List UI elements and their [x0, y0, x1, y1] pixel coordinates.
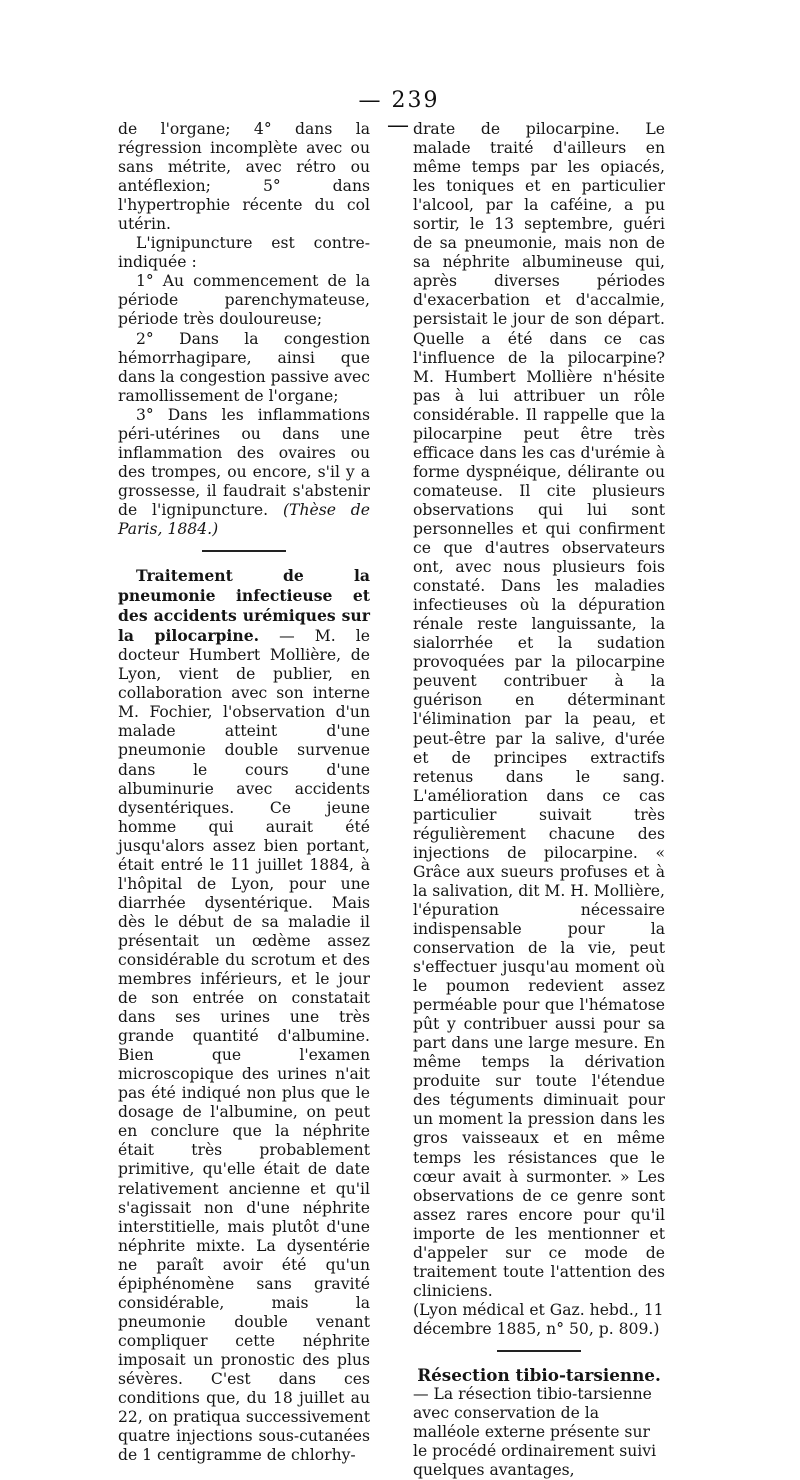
article-source: (Lyon médical et Gaz. hebd., 11 décembre 1885, n° 50, p. 809.): [413, 1300, 664, 1338]
left-column: [118, 120, 370, 1465]
section-body: — La résection tibio-tarsienne avec conservation de la malléole externe présente sur le procédé ordinairement suivi quelques avantages,: [413, 1385, 657, 1480]
article-paragraph: [118, 566, 370, 1465]
right-column: [413, 120, 665, 1480]
contraindication-intro: L'ignipuncture est contre-indiquée :: [118, 234, 370, 272]
article-heading: Traitement de la pneumonie infectieuse et des accidents urémiques sur la pilocarpine.: [118, 566, 370, 646]
list-item-text: 3° Dans les inflammations péri-utérines ou dans une inflammation des ovaires ou des trompes, ou encore, s'il y a grossesse, il faudrait s'abstenir de l'ignipuncture.: [118, 405, 370, 519]
section-title: Résection tibio-tarsienne.: [417, 1365, 661, 1385]
continuation-paragraph: de l'organe; 4° dans la régression incomplète avec ou sans métrite, avec rétro ou antéflexion; 5° dans l'hypertrophie récente du col utérin.: [118, 120, 370, 234]
page-number: — 239 —: [358, 88, 440, 138]
separator-rule: [202, 550, 286, 552]
article-continued: drate de pilocarpine. Le malade traité d'ailleurs en même temps par les opiacés, les toniques et en particulier l'alcool, par la caféine, a pu sortir, le 13 septembre, guéri de sa pneumonie, mais non de sa néphrite albumineuse qui, après diverses périodes d'exacerbation et d'accalmie, persistait le jour de son départ. Quelle a été dans ce cas l'influence de la pilocarpine? M. Humbert Mollière n'hésite pas à lui attribuer un rôle considérable. Il rappelle que la pilocarpine peut être très efficace dans les cas d'urémie à forme dyspnéique, délirante ou comateuse. Il cite plusieurs observations qui lui sont personnelles et qui confirment ce que d'autres observateurs ont, avec nous plusieurs fois constaté. Dans les maladies infectieuses où la dépuration rénale reste languissante, la sialorrhée et la sudation provoquées par la pilocarpine peuvent contribuer à la guérison en déterminant l'élimination par la peau, et peut-être par la salive, d'urée et de principes extractifs retenus dans le sang. L'amélioration dans ce cas particulier suivait très régulièrement chacune des injections de pilocarpine. « Grâce aux sueurs profuses et à la salivation, dit M. H. Mollière, l'épuration nécessaire indispensable pour la conservation de la vie, peut s'effectuer jusqu'au moment où le poumon redevient assez perméable pour que l'hématose pût y contribuer aussi pour sa part dans une large mesure. En même temps la dérivation produite sur toute l'étendue des téguments diminuait pour un moment la pression dans les gros vaisseaux et en même temps les résistances que le cœur avait à surmonter. » Les observations de ce genre sont assez rares encore pour qu'il importe de les mentionner et d'appeler sur ce mode de traitement toute l'attention des cliniciens.: [413, 120, 665, 1300]
list-item: [118, 406, 370, 539]
separator-rule: [497, 1350, 581, 1352]
list-item: 1° Au commencement de la période parenchymateuse, période très douloureuse;: [118, 272, 370, 329]
source-citation: (Thèse de Paris, 1884.): [118, 500, 370, 538]
list-item: 2° Dans la congestion hémorrhagipare, ainsi que dans la congestion passive avec ramollissement de l'organe;: [118, 329, 370, 405]
article-body: — M. le docteur Humbert Mollière, de Lyon, vient de publier, en collaboration avec son interne M. Fochier, l'observation d'un malade atteint d'une pneumonie double survenue dans le cours d'une albuminurie avec accidents dysentériques. Ce jeune homme qui aurait été jusqu'alors assez bien portant, était entré le 11 juillet 1884, à l'hôpital de Lyon, pour une diarrhée dysentérique. Mais dès le début de sa maladie il présentait un œdème assez considérable du scrotum et des membres inférieurs, et le jour de son entrée on constatait dans ses urines une très grande quantité d'albumine. Bien que l'examen microscopique des urines n'ait pas été indiqué non plus que le dosage de l'albumine, on peut en conclure que la néphrite était très probablement primitive, qu'elle était de date relativement ancienne et qu'il s'agissait non d'une néphrite interstitielle, mais plutôt d'une néphrite mixte. La dysentérie ne paraît avoir été qu'un épiphénomène sans gravité considérable, mais la pneumonie double venant compliquer cette néphrite imposait un pronostic des plus sévères. C'est dans ces conditions que, du 18 juillet au 22, on pratiqua successivement quatre injections sous-cutanées de 1 centigramme de chlorhy-: [118, 627, 370, 1465]
